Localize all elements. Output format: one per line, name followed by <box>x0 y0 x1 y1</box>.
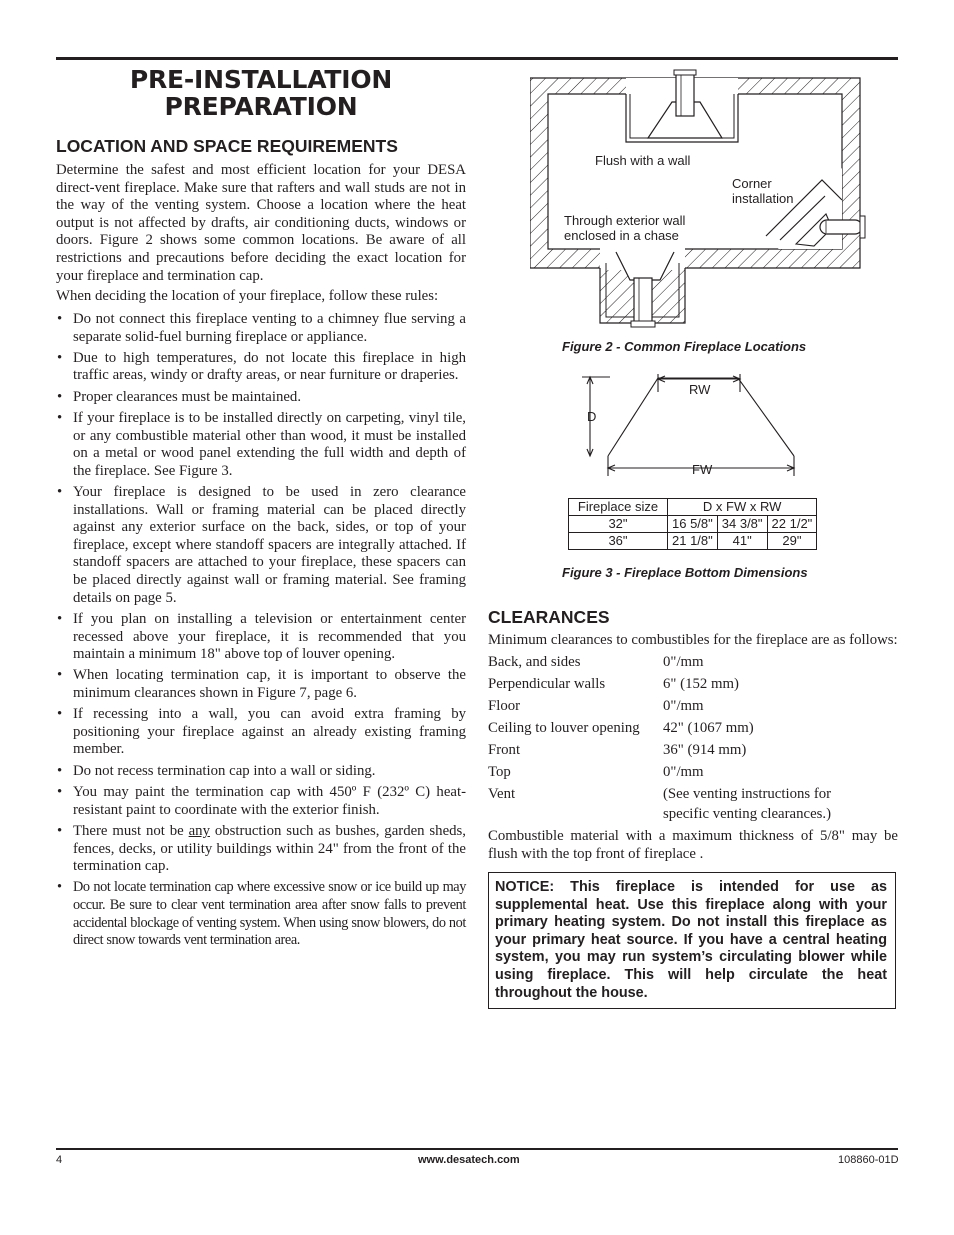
clearance-row <box>488 673 898 695</box>
list-item: • Due to high temperatures, do not locate this fireplace in high traffic areas, windy or drafty areas, or near furniture or draperies. <box>56 350 466 385</box>
table-cell: 41" <box>717 533 767 550</box>
clearance-label: Vent <box>488 786 516 802</box>
figure3-caption: Figure 3 - Fireplace Bottom Dimensions <box>562 565 808 580</box>
notice-box: NOTICE: This fireplace is intended for use as supplemental heat. Use this fireplace along with your primary heating system. Do not install this fireplace as your primary heat source. If you have a central heating system, you may run system’s circulating blower while using fireplace. This will help circulate the heat throughout the house. <box>488 872 896 1009</box>
flush-wall-fireplace <box>626 70 738 142</box>
clearance-value: 6" (152 mm) <box>663 676 739 692</box>
clearance-label: Back, and sides <box>488 654 581 670</box>
location-rules-list <box>56 311 466 953</box>
footer-doc-id: 108860-01D <box>838 1154 899 1166</box>
location-heading: LOCATION AND SPACE REQUIREMENTS <box>56 136 398 156</box>
bottom-rule <box>56 1148 898 1150</box>
dimensions-table <box>568 498 817 550</box>
clearances-heading: CLEARANCES <box>488 607 610 627</box>
obstruction-text-post: obstruction such as bushes, garden sheds, fences, decks, or utility buildings within 24" from the front of the termination cap. <box>73 822 466 875</box>
list-item: • Do not recess termination cap into a wall or siding. <box>56 763 466 781</box>
corner-label-line2: installation <box>732 191 794 206</box>
rw-label: RW <box>689 382 711 397</box>
clearance-row <box>488 695 898 717</box>
table-cell: 22 1/2" <box>767 516 817 533</box>
clearances-list <box>488 651 898 824</box>
page-title <box>56 66 466 120</box>
list-item: • Proper clearances must be maintained. <box>56 389 466 407</box>
table-cell: 29" <box>767 533 817 550</box>
clearance-label: Perpendicular walls <box>488 676 606 692</box>
corner-label <box>732 176 793 206</box>
clearance-label: Top <box>488 764 511 780</box>
clearance-row <box>488 717 898 739</box>
clearance-value: (See venting instructions for specific venting clearances.) <box>663 786 832 822</box>
table-header-cell: Fireplace size <box>569 499 668 516</box>
table-header-row <box>569 499 817 516</box>
list-item: • Do not connect this fireplace venting to a chimney flue serving a separate solid-fuel burning fireplace or appliance. <box>56 311 466 346</box>
figure2-caption: Figure 2 - Common Fireplace Locations <box>562 339 807 354</box>
top-rule <box>56 57 898 60</box>
table-cell: 36" <box>569 533 668 550</box>
clearance-value: 36" (914 mm) <box>663 742 747 758</box>
chase-label-line1: Through exterior wall <box>564 213 686 228</box>
table-cell: 16 5/8" <box>668 516 718 533</box>
clearance-row <box>488 761 898 783</box>
chase-label-line2: enclosed in a chase <box>564 228 679 243</box>
obstruction-text-pre: There must not be <box>73 822 189 839</box>
chase-label <box>564 213 685 243</box>
obstruction-text-emph: any <box>188 822 210 839</box>
table-row <box>569 516 817 533</box>
footer-url: www.desatech.com <box>418 1154 520 1166</box>
clearance-value: 0"/mm <box>663 654 704 670</box>
clearance-label: Front <box>488 742 521 758</box>
clearance-row <box>488 783 898 824</box>
list-item: • If your fireplace is to be installed directly on carpeting, vinyl tile, or any combustible material other than wood, it must be installed on a metal or wood panel extending the full width and depth of the fireplace. See Figure 3. <box>56 410 466 480</box>
rules-intro: When deciding the location of your fireplace, follow these rules: <box>56 288 439 305</box>
combustible-note: Combustible material with a maximum thickness of 5/8" may be flush with the top front of fireplace . <box>488 828 898 862</box>
flush-wall-label: Flush with a wall <box>595 153 691 168</box>
table-cell: 21 1/8" <box>668 533 718 550</box>
location-intro <box>56 162 466 306</box>
d-label: D <box>587 409 597 424</box>
page-title-line1: PRE-INSTALLATION <box>129 65 393 94</box>
list-item: • Do not locate termination cap where excessive snow or ice build up may occur. Be sure to clear vent termination area after snow falls to prevent accidental blockage of venting system. When using snow blowers, do not direct snow towards vent termination area. <box>56 879 466 949</box>
table-cell: 34 3/8" <box>717 516 767 533</box>
clearance-row <box>488 651 898 673</box>
list-item: • You may paint the termination cap with 450º F (232º C) heat-resistant paint to coordinate with the exterior finish. <box>56 784 466 819</box>
fireplace-locations-figure <box>530 68 866 338</box>
table-header-cell: D x FW x RW <box>668 499 817 516</box>
clearances-intro: Minimum clearances to combustibles for the fireplace are as follows: <box>488 632 898 648</box>
page-title-line2: PREPARATION <box>164 92 358 121</box>
fw-label: FW <box>692 462 713 477</box>
clearance-value: 0"/mm <box>663 698 704 714</box>
list-item: • If recessing into a wall, you can avoid extra framing by positioning your fireplace against an already existing framing member. <box>56 706 466 759</box>
corner-label-line1: Corner <box>732 176 772 191</box>
clearance-value: 42" (1067 mm) <box>663 720 754 736</box>
page-number: 4 <box>56 1154 63 1166</box>
list-item <box>56 823 466 876</box>
clearance-label: Floor <box>488 698 521 714</box>
location-intro-paragraph: Determine the safest and most efficient location for your DESA direct-vent fireplace. Make sure that rafters and wall studs are not in the way of the venting system. Choose a location where the heat output is not affected by drafts, air conditioning ducts, windows or doors. Figure 2 shows some common locations. Be aware of all restrictions and precautions before deciding the exact location for your fireplace and termination cap. <box>56 162 466 284</box>
list-item: • When locating termination cap, it is important to observe the minimum clearances shown in Figure 7, page 6. <box>56 667 466 702</box>
list-item: • Your fireplace is designed to be used in zero clearance installations. Wall or framing material can be placed directly against any exterior surface on the back, sides, or top of your fireplace, except where standoff spacers are integrally attached. If standoff spacers are attached to your fireplace, these spacers can be placed directly against wall or framing material. See framing details on page 5. <box>56 484 466 607</box>
clearance-value: 0"/mm <box>663 764 704 780</box>
table-cell: 32" <box>569 516 668 533</box>
clearance-label: Ceiling to louver opening <box>488 720 640 736</box>
table-row <box>569 533 817 550</box>
clearance-row <box>488 739 898 761</box>
list-item: • If you plan on installing a television or entertainment center recessed above your fireplace, it is recommended that you maintain a minimum 18" above top of louver opening. <box>56 611 466 664</box>
